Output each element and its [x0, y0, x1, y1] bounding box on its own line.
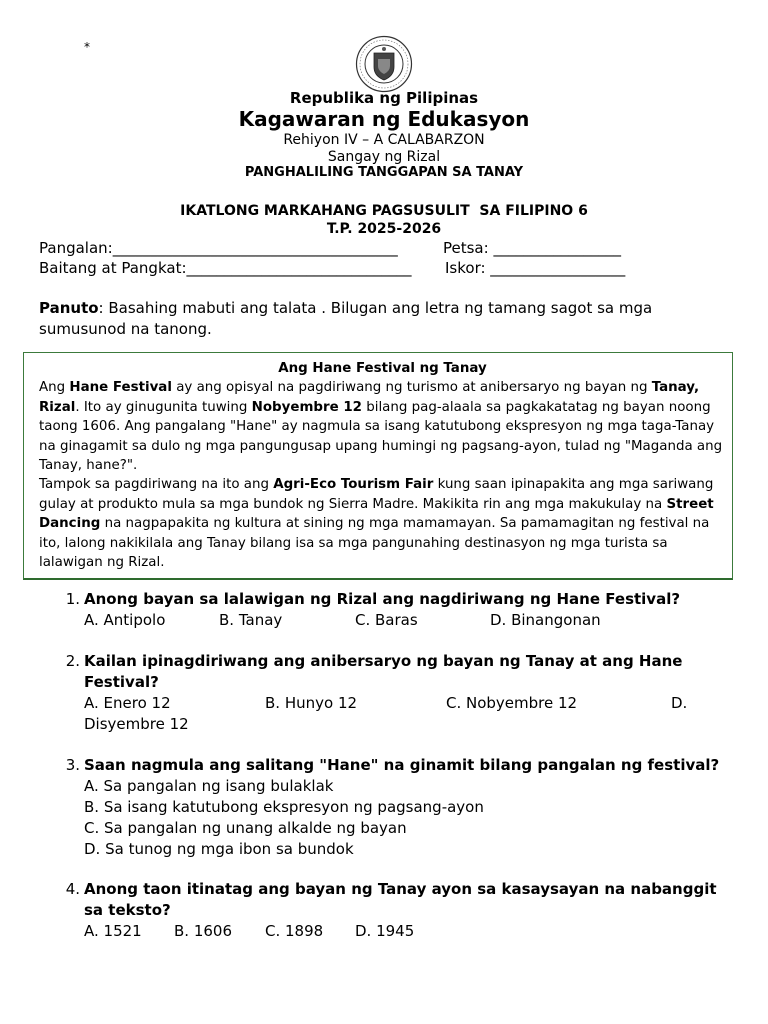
grade-section-field[interactable]: Baitang at Pangkat:______________________________ [39, 259, 412, 277]
deped-seal-icon [355, 35, 413, 93]
reading-passage [23, 352, 733, 580]
option-d[interactable]: D. Binangonan [490, 611, 601, 629]
region-line: Rehiyon IV – A CALABARZON [283, 132, 485, 148]
question-stem: Kailan ipinagdiriwang ang anibersaryo ng bayan ng Tanay at ang Hane Festival? [84, 652, 683, 691]
question-4 [60, 879, 740, 942]
score-field[interactable]: Iskor: __________________ [445, 259, 626, 277]
question-number: 2. [65, 652, 80, 670]
question-stem: Saan nagmula ang salitang "Hane" na ginamit bilang pangalan ng festival? [84, 756, 720, 774]
instructions-label: Panuto [39, 299, 99, 317]
option-b[interactable]: B. Sa isang katutubong ekspresyon ng pagsang-ayon [84, 798, 484, 816]
name-field[interactable]: Pangalan:______________________________________ [39, 239, 398, 257]
option-a[interactable]: A. Antipolo [84, 611, 166, 629]
question-number: 1. [65, 590, 80, 608]
option-b[interactable]: B. Hunyo 12 [265, 694, 358, 712]
question-stem: Anong taon itinatag ang bayan ng Tanay ayon sa kasaysayan na nabanggit sa teksto? [84, 880, 717, 919]
header-marker: * [84, 40, 90, 54]
question-number: 3. [65, 756, 80, 774]
passage-title: Ang Hane Festival ng Tanay [278, 361, 487, 376]
option-c[interactable]: C. Nobyembre 12 [446, 694, 578, 712]
division-line: Sangay ng Rizal [327, 149, 441, 165]
option-c[interactable]: C. Sa pangalan ng unang alkalde ng bayan [84, 819, 407, 837]
question-3 [60, 755, 740, 860]
question-number: 4. [65, 880, 80, 898]
instructions-text: : Basahing mabuti ang talata . Bilugan ang letra ng tamang sagot sa mga sumusunod na tanong. [39, 299, 653, 338]
question-stem: Anong bayan sa lalawigan ng Rizal ang nagdiriwang ng Hane Festival? [84, 590, 681, 608]
department-heading: Kagawaran ng Edukasyon [238, 107, 530, 131]
date-field[interactable]: Petsa: _________________ [443, 239, 621, 257]
republic-heading: Republika ng Pilipinas [289, 89, 479, 107]
option-a[interactable]: A. Sa pangalan ng isang bulaklak [84, 777, 334, 795]
school-year: T.P. 2025-2026 [326, 221, 442, 237]
office-line: PANGHALILING TANGGAPAN SA TANAY [244, 165, 524, 180]
option-c[interactable]: C. Baras [355, 611, 418, 629]
question-2 [60, 651, 740, 735]
instructions [39, 298, 729, 340]
passage-paragraph-2: Tampok sa pagdiriwang na ito ang Agri-Eco Tourism Fair kung saan ipinapakita ang mga sariwang gulay at produkto mula sa mga bundok ng Sierra Madre. Makikita rin ang mga makukulay na Street Dancing na nagpapakita ng kultura at sining ng mga mamamayan. Sa pamamagitan ng festival na ito, lalong nakikilala ang Tanay bilang isa sa mga pangunahing destinasyon ng mga turista sa lalawigan ng Rizal. [39, 477, 714, 571]
option-a[interactable]: A. Enero 12 [84, 694, 171, 712]
exam-title: IKATLONG MARKAHANG PAGSUSULIT SA FILIPINO 6 [180, 203, 588, 219]
option-d[interactable]: D. 1945 [355, 922, 415, 940]
question-1 [60, 589, 740, 631]
passage-paragraph-1: Ang Hane Festival ay ang opisyal na pagdiriwang ng turismo at anibersaryo ng bayan ng Tanay, Rizal. Ito ay ginugunita tuwing Nobyembre 12 bilang pag-alaala sa pagkakatatag ng bayan noong taong 1606. Ang pangalang "Hane" ay nagmula sa isang katutubong ekspresyon ng mga taga-Tanay na ginagamit sa dulo ng mga pangungusap upang humingi ng pagsang-ayon, tulad ng "Maganda ang Tanay, hane?". [39, 380, 723, 474]
option-b[interactable]: B. 1606 [174, 922, 233, 940]
option-d[interactable]: D. Sa tunog ng mga ibon sa bundok [84, 840, 354, 858]
option-b[interactable]: B. Tanay [219, 611, 283, 629]
option-d-continued[interactable]: Disyembre 12 [84, 715, 189, 733]
option-a[interactable]: A. 1521 [84, 922, 142, 940]
option-c[interactable]: C. 1898 [265, 922, 324, 940]
option-d[interactable]: D. [671, 694, 688, 712]
